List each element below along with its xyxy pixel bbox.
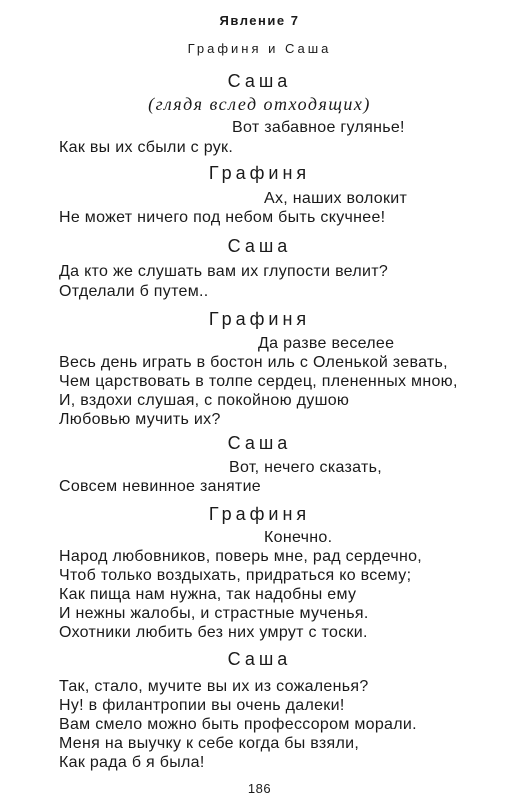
verse-line: Отделали б путем.. [59, 283, 209, 300]
verse-line: Да кто же слушать вам их глупости велит? [59, 263, 389, 280]
speaker-name: Саша [227, 71, 292, 91]
verse-line: Весь день играть в бостон иль с Оленькой зевать, [59, 354, 448, 371]
verse-line: Ах, наших волокит [264, 190, 408, 207]
speaker-name: Саша [227, 236, 292, 256]
verse-line: И, вздохи слушая, с покойною душою [59, 392, 350, 409]
verse-line: Вот, нечего сказать, [229, 459, 382, 476]
verse-line: Любовью мучить их? [59, 411, 221, 428]
speaker-name: Графиня [208, 163, 311, 183]
speaker-name: Саша [227, 433, 292, 453]
speaker-name: Графиня [208, 309, 311, 329]
verse-line: Конечно. [264, 529, 333, 546]
verse-line: Ну! в филантропии вы очень далеки! [59, 697, 345, 714]
verse-line: Как вы их сбыли с рук. [59, 139, 234, 156]
verse-line: Чем царствовать в толпе сердец, плененных мною, [59, 373, 458, 390]
stage-direction: (глядя вслед отходящих) [148, 94, 371, 114]
verse-line: Как рада б я была! [59, 754, 205, 771]
speaker-name: Саша [227, 649, 292, 669]
verse-line: Охотники любить без них умрут с тоски. [59, 624, 368, 641]
verse-line: Чтоб только воздыхать, придраться ко всему; [59, 567, 412, 584]
verse-line: Так, стало, мучите вы их из сожаленья? [59, 678, 369, 695]
characters-heading: Графиня и Саша [187, 41, 332, 56]
speaker-name: Графиня [208, 504, 311, 524]
verse-line: Вот забавное гулянье! [232, 119, 405, 136]
verse-line: Меня на выучку к себе когда бы взяли, [59, 735, 360, 752]
verse-line: Народ любовников, поверь мне, рад сердечно, [59, 548, 423, 565]
page-number: 186 [247, 781, 272, 796]
verse-line: И нежны жалобы, и страстные мученья. [59, 605, 369, 622]
verse-line: Совсем невинное занятие [59, 478, 262, 495]
verse-line: Не может ничего под небом быть скучнее! [59, 209, 386, 226]
verse-line: Как пища нам нужна, так надобны ему [59, 586, 357, 603]
verse-line: Да разве веселее [258, 335, 395, 352]
verse-line: Вам смело можно быть профессором морали. [59, 716, 417, 733]
scene-title: Явление 7 [219, 13, 300, 28]
